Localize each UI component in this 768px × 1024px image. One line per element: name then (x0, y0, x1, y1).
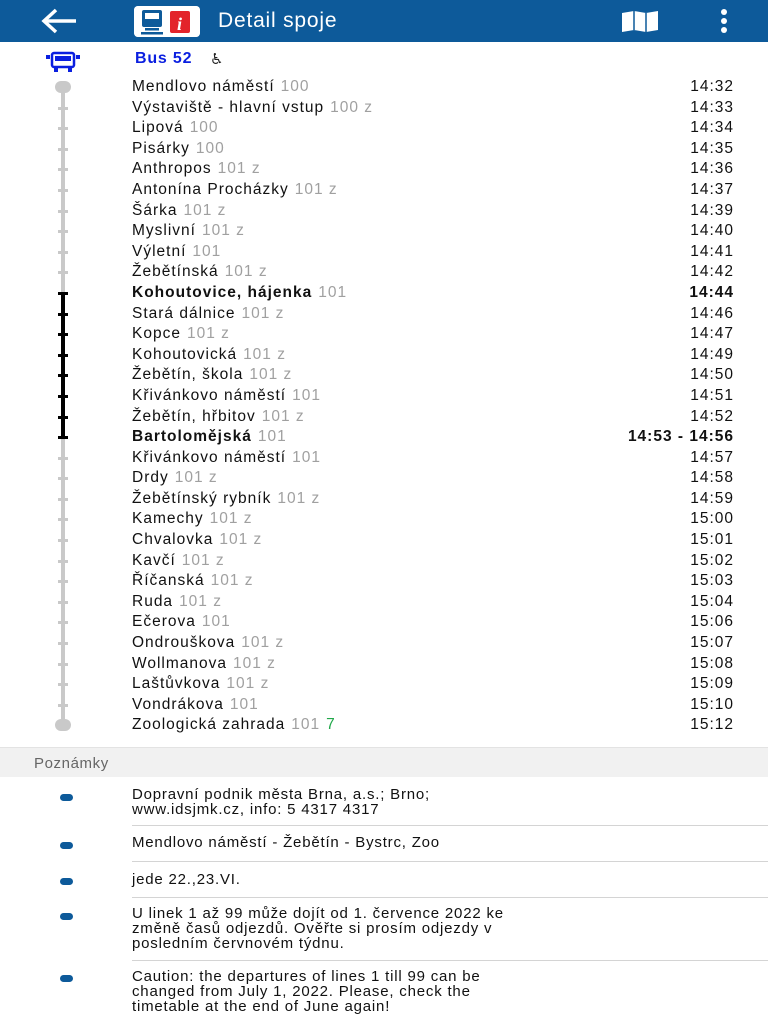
stop-name (132, 427, 287, 447)
stop-marker (58, 477, 68, 480)
stop-name-label: Laštůvkova (132, 675, 221, 693)
stop-row[interactable] (0, 715, 768, 736)
stop-marker (58, 642, 68, 645)
tariff-zone: 101 z (294, 180, 338, 198)
tariff-zone: 100 z (330, 98, 374, 116)
stop-time: 14:58 (690, 469, 734, 487)
stop-name-label: Žebětínská (132, 263, 219, 281)
stop-name-label: Ruda (132, 592, 174, 610)
stop-row[interactable] (0, 633, 768, 654)
svg-text:i: i (177, 14, 183, 34)
stop-name-label: Chvalovka (132, 531, 214, 549)
stop-name (132, 365, 292, 385)
stop-time: 14:33 (690, 98, 734, 116)
stop-time: 15:02 (690, 551, 734, 569)
stop-name (132, 77, 310, 97)
connection-line[interactable]: 7 (326, 716, 336, 734)
stop-row[interactable] (0, 324, 768, 345)
stop-marker (58, 704, 68, 707)
stop-row[interactable] (0, 674, 768, 695)
stop-name-label: Výstaviště - hlavní vstup (132, 98, 325, 116)
stop-row[interactable] (0, 118, 768, 139)
stop-time: 14:35 (690, 139, 734, 157)
note-text: Caution: the departures of lines 1 till 99 can be changed from July 1, 2022. Please, check the timetable at the end of June again! (132, 968, 481, 1015)
stop-name-label: Antonína Procházky (132, 180, 289, 198)
stop-name-label: Křivánkovo náměstí (132, 386, 287, 404)
stop-name (132, 551, 225, 571)
stop-name (132, 592, 222, 612)
stop-marker (58, 416, 68, 419)
stop-name (132, 715, 336, 735)
stop-name-label: Myslivní (132, 222, 196, 240)
stop-name (132, 468, 218, 488)
stop-row[interactable] (0, 489, 768, 510)
note-bullet-icon (60, 794, 73, 801)
stop-time: 14:46 (690, 304, 734, 322)
tariff-zone: 101 z (241, 634, 285, 652)
tariff-zone: 101 z (249, 366, 293, 384)
stop-name (132, 345, 286, 365)
stop-name (132, 489, 320, 509)
stop-name (132, 407, 305, 427)
stop-time: 14:41 (690, 242, 734, 260)
tariff-zone: 101 (318, 283, 348, 301)
stop-marker (58, 210, 68, 213)
stop-time: 14:39 (690, 201, 734, 219)
stop-marker (58, 354, 68, 357)
stop-row[interactable] (0, 365, 768, 386)
stop-marker (58, 292, 68, 295)
bus-icon (45, 51, 81, 73)
stop-time: 15:12 (690, 716, 734, 734)
line-name: Bus 52 (135, 50, 193, 67)
tariff-zone: 101 z (277, 489, 321, 507)
stop-name-label: Kohoutovice, hájenka (132, 283, 313, 301)
stop-name-label: Žebětín, škola (132, 366, 244, 384)
tariff-zone: 101 z (243, 345, 286, 363)
tariff-zone: 101 z (183, 201, 227, 219)
stop-row[interactable] (0, 530, 768, 551)
stop-name (132, 509, 253, 529)
stop-marker (58, 580, 68, 583)
stop-marker (58, 333, 68, 336)
stop-marker (58, 436, 68, 439)
tariff-zone: 100 (195, 139, 225, 157)
tariff-zone: 101 z (174, 469, 218, 487)
stop-marker (58, 518, 68, 521)
stop-name (132, 242, 221, 262)
note-bullet-icon (60, 842, 73, 849)
stop-row[interactable] (0, 695, 768, 716)
stop-time: 14:36 (690, 160, 734, 178)
stop-time: 14:49 (690, 345, 734, 363)
wheelchair-accessible-icon: ♿ (210, 51, 224, 68)
stop-time: 14:50 (690, 366, 734, 384)
tariff-zone: 101 z (233, 654, 276, 672)
stop-row[interactable] (0, 180, 768, 201)
stop-name-label: Výletní (132, 242, 187, 260)
stop-row[interactable] (0, 139, 768, 160)
more-menu-icon[interactable] (716, 8, 732, 34)
stop-marker (58, 601, 68, 604)
stop-name-label: Ečerova (132, 613, 196, 631)
note-text: Dopravní podnik města Brna, a.s.; Brno; www.idsjmk.cz, info: 5 4317 4317 (132, 786, 430, 818)
stop-name-label: Žebětín, hřbitov (132, 407, 256, 425)
stop-row[interactable] (0, 448, 768, 469)
stop-marker (58, 683, 68, 686)
stop-time: 14:57 (690, 448, 734, 466)
stop-marker (58, 539, 68, 542)
stop-name (132, 304, 284, 324)
tariff-zone: 101 z (241, 304, 285, 322)
stop-row[interactable] (0, 283, 768, 304)
stop-name (132, 695, 259, 715)
stop-name-label: Vondrákova (132, 695, 224, 713)
tariff-zone: 101 z (217, 160, 261, 178)
tariff-zone: 101 z (261, 407, 305, 425)
stop-name (132, 139, 225, 159)
stop-name-label: Stará dálnice (132, 304, 236, 322)
tariff-zone: 100 (280, 78, 310, 95)
stop-row[interactable] (0, 612, 768, 633)
stop-name (132, 612, 231, 632)
divider (132, 960, 768, 961)
stop-time: 15:00 (690, 510, 734, 528)
stop-row[interactable] (0, 407, 768, 428)
stop-marker (58, 271, 68, 274)
stop-row[interactable] (0, 77, 768, 98)
stop-name-label: Kamechy (132, 510, 204, 528)
stop-time: 15:01 (690, 531, 734, 549)
stop-name (132, 386, 321, 406)
divider (132, 861, 768, 862)
stop-time: 15:10 (690, 695, 734, 713)
note-bullet-icon (60, 975, 73, 982)
tariff-zone: 101 z (219, 531, 263, 549)
tariff-zone: 101 (291, 716, 321, 734)
stop-marker (58, 168, 68, 171)
stop-row[interactable] (0, 201, 768, 222)
tariff-zone: 101 z (209, 510, 253, 528)
stop-row[interactable] (0, 159, 768, 180)
terminal-stop-marker (55, 719, 71, 731)
tariff-zone: 101 (292, 386, 321, 404)
tariff-zone: 101 z (201, 222, 245, 240)
note-bullet-icon (60, 878, 73, 885)
stop-name-label: Kopce (132, 325, 181, 343)
map-icon[interactable] (620, 10, 660, 32)
stop-name-label: Šárka (132, 201, 178, 219)
stop-marker (58, 189, 68, 192)
stop-name-label: Žebětínský rybník (132, 489, 272, 507)
stop-row[interactable] (0, 242, 768, 263)
stop-row[interactable] (0, 427, 768, 448)
stop-row[interactable] (0, 592, 768, 613)
stop-marker (58, 560, 68, 563)
stop-name (132, 571, 254, 591)
stop-time: 14:32 (690, 78, 734, 95)
stop-name-label: Bartolomějská (132, 428, 252, 446)
stop-time: 14:44 (689, 283, 734, 301)
stop-marker (58, 395, 68, 398)
notes-header (0, 747, 768, 777)
stop-name-label: Pisárky (132, 139, 190, 157)
page-title: Detail spoje (218, 9, 338, 32)
stop-time: 14:52 (690, 407, 734, 425)
stop-name (132, 654, 276, 674)
tariff-zone: 101 z (179, 592, 222, 610)
stop-name-label: Říčanská (132, 572, 205, 590)
notes-header-label: Poznámky (34, 755, 109, 772)
tariff-zone: 101 z (186, 325, 230, 343)
stop-row[interactable] (0, 262, 768, 283)
app-logo-icon (134, 6, 200, 37)
stop-name (132, 530, 262, 550)
tariff-zone: 101 (201, 613, 231, 631)
tariff-zone: 101 (229, 695, 259, 713)
stop-time: 14:34 (690, 119, 734, 137)
stop-time: 14:51 (690, 386, 734, 404)
stop-name (132, 180, 338, 200)
stop-name (132, 159, 261, 179)
tariff-zone: 101 z (226, 675, 270, 693)
stop-row[interactable] (0, 654, 768, 675)
stop-marker (58, 127, 68, 130)
stop-name (132, 633, 284, 653)
back-arrow-icon[interactable] (40, 7, 80, 35)
stop-row[interactable] (0, 551, 768, 572)
stop-row[interactable] (0, 571, 768, 592)
stop-name (132, 98, 373, 118)
stop-time: 15:06 (690, 613, 734, 631)
tariff-zone: 101 z (210, 572, 254, 590)
stop-name-label: Ondrouškova (132, 634, 236, 652)
note-text: Mendlovo náměstí - Žebětín - Bystrc, Zoo (132, 834, 440, 851)
stop-name (132, 674, 269, 694)
stop-marker (58, 663, 68, 666)
stop-name (132, 201, 226, 221)
stop-name-label: Kavčí (132, 551, 176, 569)
stop-name (132, 221, 245, 241)
stop-time: 14:42 (690, 263, 734, 281)
stop-name-label: Wollmanova (132, 654, 228, 672)
stop-time: 15:08 (690, 654, 734, 672)
stop-marker (58, 107, 68, 110)
stop-time: 14:59 (690, 489, 734, 507)
note-text: U linek 1 až 99 může dojít od 1. července 2022 ke změně časů odjezdů. Ověřte si prosím odjezdy v posledním červnovém týdnu. (132, 905, 504, 952)
stop-name (132, 262, 268, 282)
stop-name-label: Lipová (132, 119, 184, 137)
stop-name (132, 324, 230, 344)
stop-row[interactable] (0, 98, 768, 119)
note-bullet-icon (60, 913, 73, 920)
stop-time: 15:03 (690, 572, 734, 590)
divider (132, 897, 768, 898)
stop-time: 14:53 - 14:56 (627, 428, 734, 446)
stop-row[interactable] (0, 221, 768, 242)
tariff-zone: 101 (257, 428, 287, 446)
stop-name-label: Kohoutovická (132, 345, 238, 363)
divider (132, 825, 768, 826)
stop-row[interactable] (0, 468, 768, 489)
stop-name-label: Zoologická zahrada (132, 716, 286, 734)
stop-time: 14:37 (690, 180, 734, 198)
stop-time: 14:40 (690, 222, 734, 240)
stop-time: 15:09 (690, 675, 734, 693)
stop-marker (58, 374, 68, 377)
stop-time: 15:04 (690, 592, 734, 610)
stop-marker (58, 230, 68, 233)
stop-name-label: Anthropos (132, 160, 212, 178)
stop-name (132, 448, 321, 468)
line-header (0, 48, 768, 74)
stop-name (132, 118, 219, 138)
stop-marker (58, 313, 68, 316)
stop-list (0, 77, 768, 736)
stop-name-label: Drdy (132, 469, 169, 487)
stop-row[interactable] (0, 509, 768, 530)
stop-marker (58, 457, 68, 460)
terminal-stop-marker (55, 81, 71, 93)
stop-marker (58, 251, 68, 254)
note-text: jede 22.,23.VI. (132, 871, 241, 888)
stop-time: 15:07 (690, 634, 734, 652)
tariff-zone: 101 z (224, 263, 268, 281)
stop-marker (58, 498, 68, 501)
stop-row[interactable] (0, 304, 768, 325)
stop-name-label: Křivánkovo náměstí (132, 448, 287, 466)
stop-name (132, 283, 347, 303)
stop-row[interactable] (0, 386, 768, 407)
tariff-zone: 101 (292, 448, 321, 466)
stop-marker (58, 148, 68, 151)
stop-time: 14:47 (690, 325, 734, 343)
tariff-zone: 101 z (181, 551, 225, 569)
stop-name-label: Mendlovo náměstí (132, 78, 275, 95)
stop-row[interactable] (0, 345, 768, 366)
app-bar (0, 0, 768, 42)
stop-marker (58, 621, 68, 624)
tariff-zone: 100 (189, 119, 219, 137)
tariff-zone: 101 (192, 242, 222, 260)
